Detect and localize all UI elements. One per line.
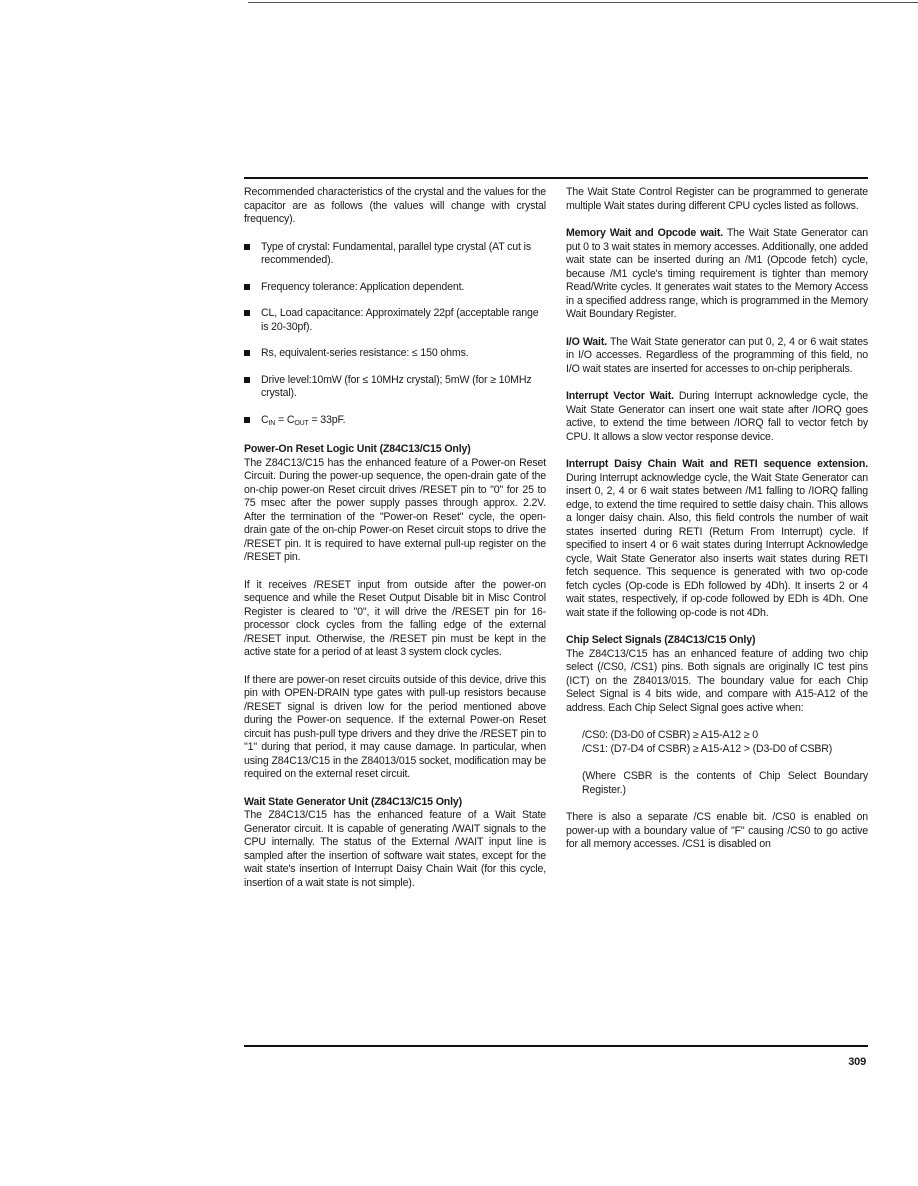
- bullet-icon: [244, 417, 250, 423]
- bullet-icon: [244, 244, 250, 250]
- right-column: [566, 186, 868, 866]
- list-item: Rs, equivalent-series resistance: ≤ 150 ohms.: [244, 347, 546, 361]
- list-item: CL, Load capacitance: Approximately 22pf (acceptable range is 20-30pf).: [244, 307, 546, 334]
- header-rule: [244, 177, 868, 179]
- power-on-reset-paragraph-3: If there are power-on reset circuits outside of this device, drive this pin with OPEN-DRAIN type gates with pull-up resistors because /RESET signal is driven low for the period mentioned above during the Power-on sequence. If the external Power-on Reset circuit has push-pull type drivers and they drive the /RESET pin to "1" during that period, it may cause damage. In particular, when using Z84C13/C15 in the Z84013/015 socket, modification may be required on the external reset circuit.: [244, 673, 546, 780]
- interrupt-vector-wait-paragraph: Interrupt Vector Wait. During Interrupt acknowledge cycle, the Wait State Generator can insert one wait state after /IORQ goes active, to extend the time between /IORQ fall to vector fetch by CPU. It allows a slow vector response device.: [566, 390, 868, 443]
- chip-select-paragraph-1: The Z84C13/C15 has an enhanced feature of adding two chip select (/CS0, /CS1) pins. Both signals are originally IC test pins (ICT) on the Z84013/015. The boundary value for each Chip Select Signal is 4 bits wide, and compare with A15-A12 of the address. Each Chip Select Signal goes active when:: [566, 647, 868, 714]
- cs1-equation: /CS1: (D7-D4 of CSBR) ≥ A15-A12 > (D3-D0 of CSBR): [582, 742, 833, 755]
- list-item: Drive level:10mW (for ≤ 10MHz crystal); 5mW (for ≥ 10MHz crystal).: [244, 374, 546, 401]
- memory-wait-heading: Memory Wait and Opcode wait.: [566, 227, 723, 239]
- chip-select-equations: [566, 729, 868, 756]
- footer-rule: [244, 1045, 868, 1047]
- crystal-intro: Recommended characteristics of the crystal and the values for the capacitor are as follows (the values will change with crystal frequency).: [244, 186, 546, 225]
- power-on-reset-heading: Power-On Reset Logic Unit (Z84C13/C15 Only): [244, 443, 471, 455]
- chip-select-heading: Chip Select Signals (Z84C13/C15 Only): [566, 634, 756, 646]
- wait-control-intro: The Wait State Control Register can be programmed to generate multiple Wait states during different CPU cycles listed as follows.: [566, 186, 868, 212]
- wait-state-generator-paragraph: The Z84C13/C15 has the enhanced feature of a Wait State Generator circuit. It is capable of generating /WAIT signals to the CPU internally. The status of the External /WAIT input line is sampled after the insertion of software wait states, except for the wait state's insertion of Interrupt Daisy Chain Wait (for this cycle, insertion of a wait state is not simple).: [244, 809, 546, 889]
- io-wait-paragraph: I/O Wait. The Wait State generator can put 0, 2, 4 or 6 wait states in I/O accesses. Regardless of the programming of this field, no I/O wait states are inserted for accesses to on-chip peripherals.: [566, 335, 868, 375]
- list-item: Frequency tolerance: Application dependent.: [244, 281, 546, 295]
- daisy-chain-wait-paragraph: Interrupt Daisy Chain Wait and RETI sequence extension. During Interrupt acknowledge cycle, the Wait State Generator can insert 0, 2, 4 or 6 wait states between /M1 falling to /IORQ falling edge, to extend the time required to settle daisy chain. This allows a longer daisy chain. Also, this field controls the number of wait states inserted during RETI (Return From Interrupt) cycle. If specified to insert 4 or 6 wait states during Interrupt Acknowledge cycle, Wait State Generator also inserts wait states during RETI fetch sequence. This sequence is generated with two op-code fetch cycles (Op-code is EDh followed by 4Dh). It inserts 2 or 4 wait states, respectively, if op-code followed by EDh is 4Dh. One wait state if the following op-code is not 4Dh.: [566, 458, 868, 619]
- power-on-reset-paragraph-1: The Z84C13/C15 has the enhanced feature of a Power-on Reset Circuit. During the power-up sequence, the open-drain gate of the on-chip power-on Reset circuit drives /RESET pin to "0" for 25 to 75 msec after the power supply passes through approx. 2.2V. After the termination of the "Power-on Reset" cycle, the open-drain gate of the on-chip Power-on Reset circuit stops to drive the /RESET pin. It is required to have external pull-up register on the /RESET pin.: [244, 456, 546, 563]
- list-item: Type of crystal: Fundamental, parallel type crystal (AT cut is recommended).: [244, 241, 546, 268]
- list-item-capacitance: $C_{IN} = C_{OUT} = 33pF$.: [244, 414, 546, 431]
- bullet-icon: [244, 377, 250, 383]
- io-wait-heading: I/O Wait.: [566, 335, 607, 348]
- bullet-icon: [244, 350, 250, 356]
- wait-state-generator-heading: Wait State Generator Unit (Z84C13/C15 Only): [244, 795, 463, 808]
- left-column: [244, 186, 546, 904]
- bullet-icon: [244, 284, 250, 290]
- csbr-note: (Where CSBR is the contents of Chip Select Boundary Register.): [582, 770, 868, 796]
- bullet-icon: [244, 310, 250, 316]
- page-number: 309: [848, 1056, 866, 1068]
- power-on-reset-paragraph-2: If it receives /RESET input from outside after the power-on sequence and while the Reset Output Disable bit in Misc Control Register is cleared to "0", it will drive the /RESET pin for 16-processor clock cycles from the falling edge of the external /RESET input. Otherwise, the /RESET pin must be kept in the active state for a period of at least 3 system clock cycles.: [244, 578, 546, 658]
- cs0-equation: /CS0: (D3-D0 of CSBR) ≥ A15-A12 ≥ 0: [582, 729, 758, 741]
- daisy-chain-wait-heading: Interrupt Daisy Chain Wait and RETI sequence extension.: [566, 458, 868, 470]
- crystal-spec-list: [244, 241, 546, 431]
- interrupt-vector-wait-heading: Interrupt Vector Wait.: [566, 390, 674, 402]
- chip-select-paragraph-2: There is also a separate /CS enable bit. /CS0 is enabled on power-up with a boundary value of "F" causing /CS0 to go active for all memory accesses. /CS1 is disabled on: [566, 811, 868, 850]
- memory-wait-paragraph: Memory Wait and Opcode wait. The Wait State Generator can put 0 to 3 wait states in memory accesses. Additionally, one added wait state can be inserted during an /M1 (Opcode fetch) cycle, because /M1 cycle's timing requirement is tighter than memory Read/Write cycles. It generates wait states to the Memory Access in a specified address range, which is programmed in the Memory Wait Boundary Register.: [566, 227, 868, 320]
- top-edge-rule: [248, 2, 918, 3]
